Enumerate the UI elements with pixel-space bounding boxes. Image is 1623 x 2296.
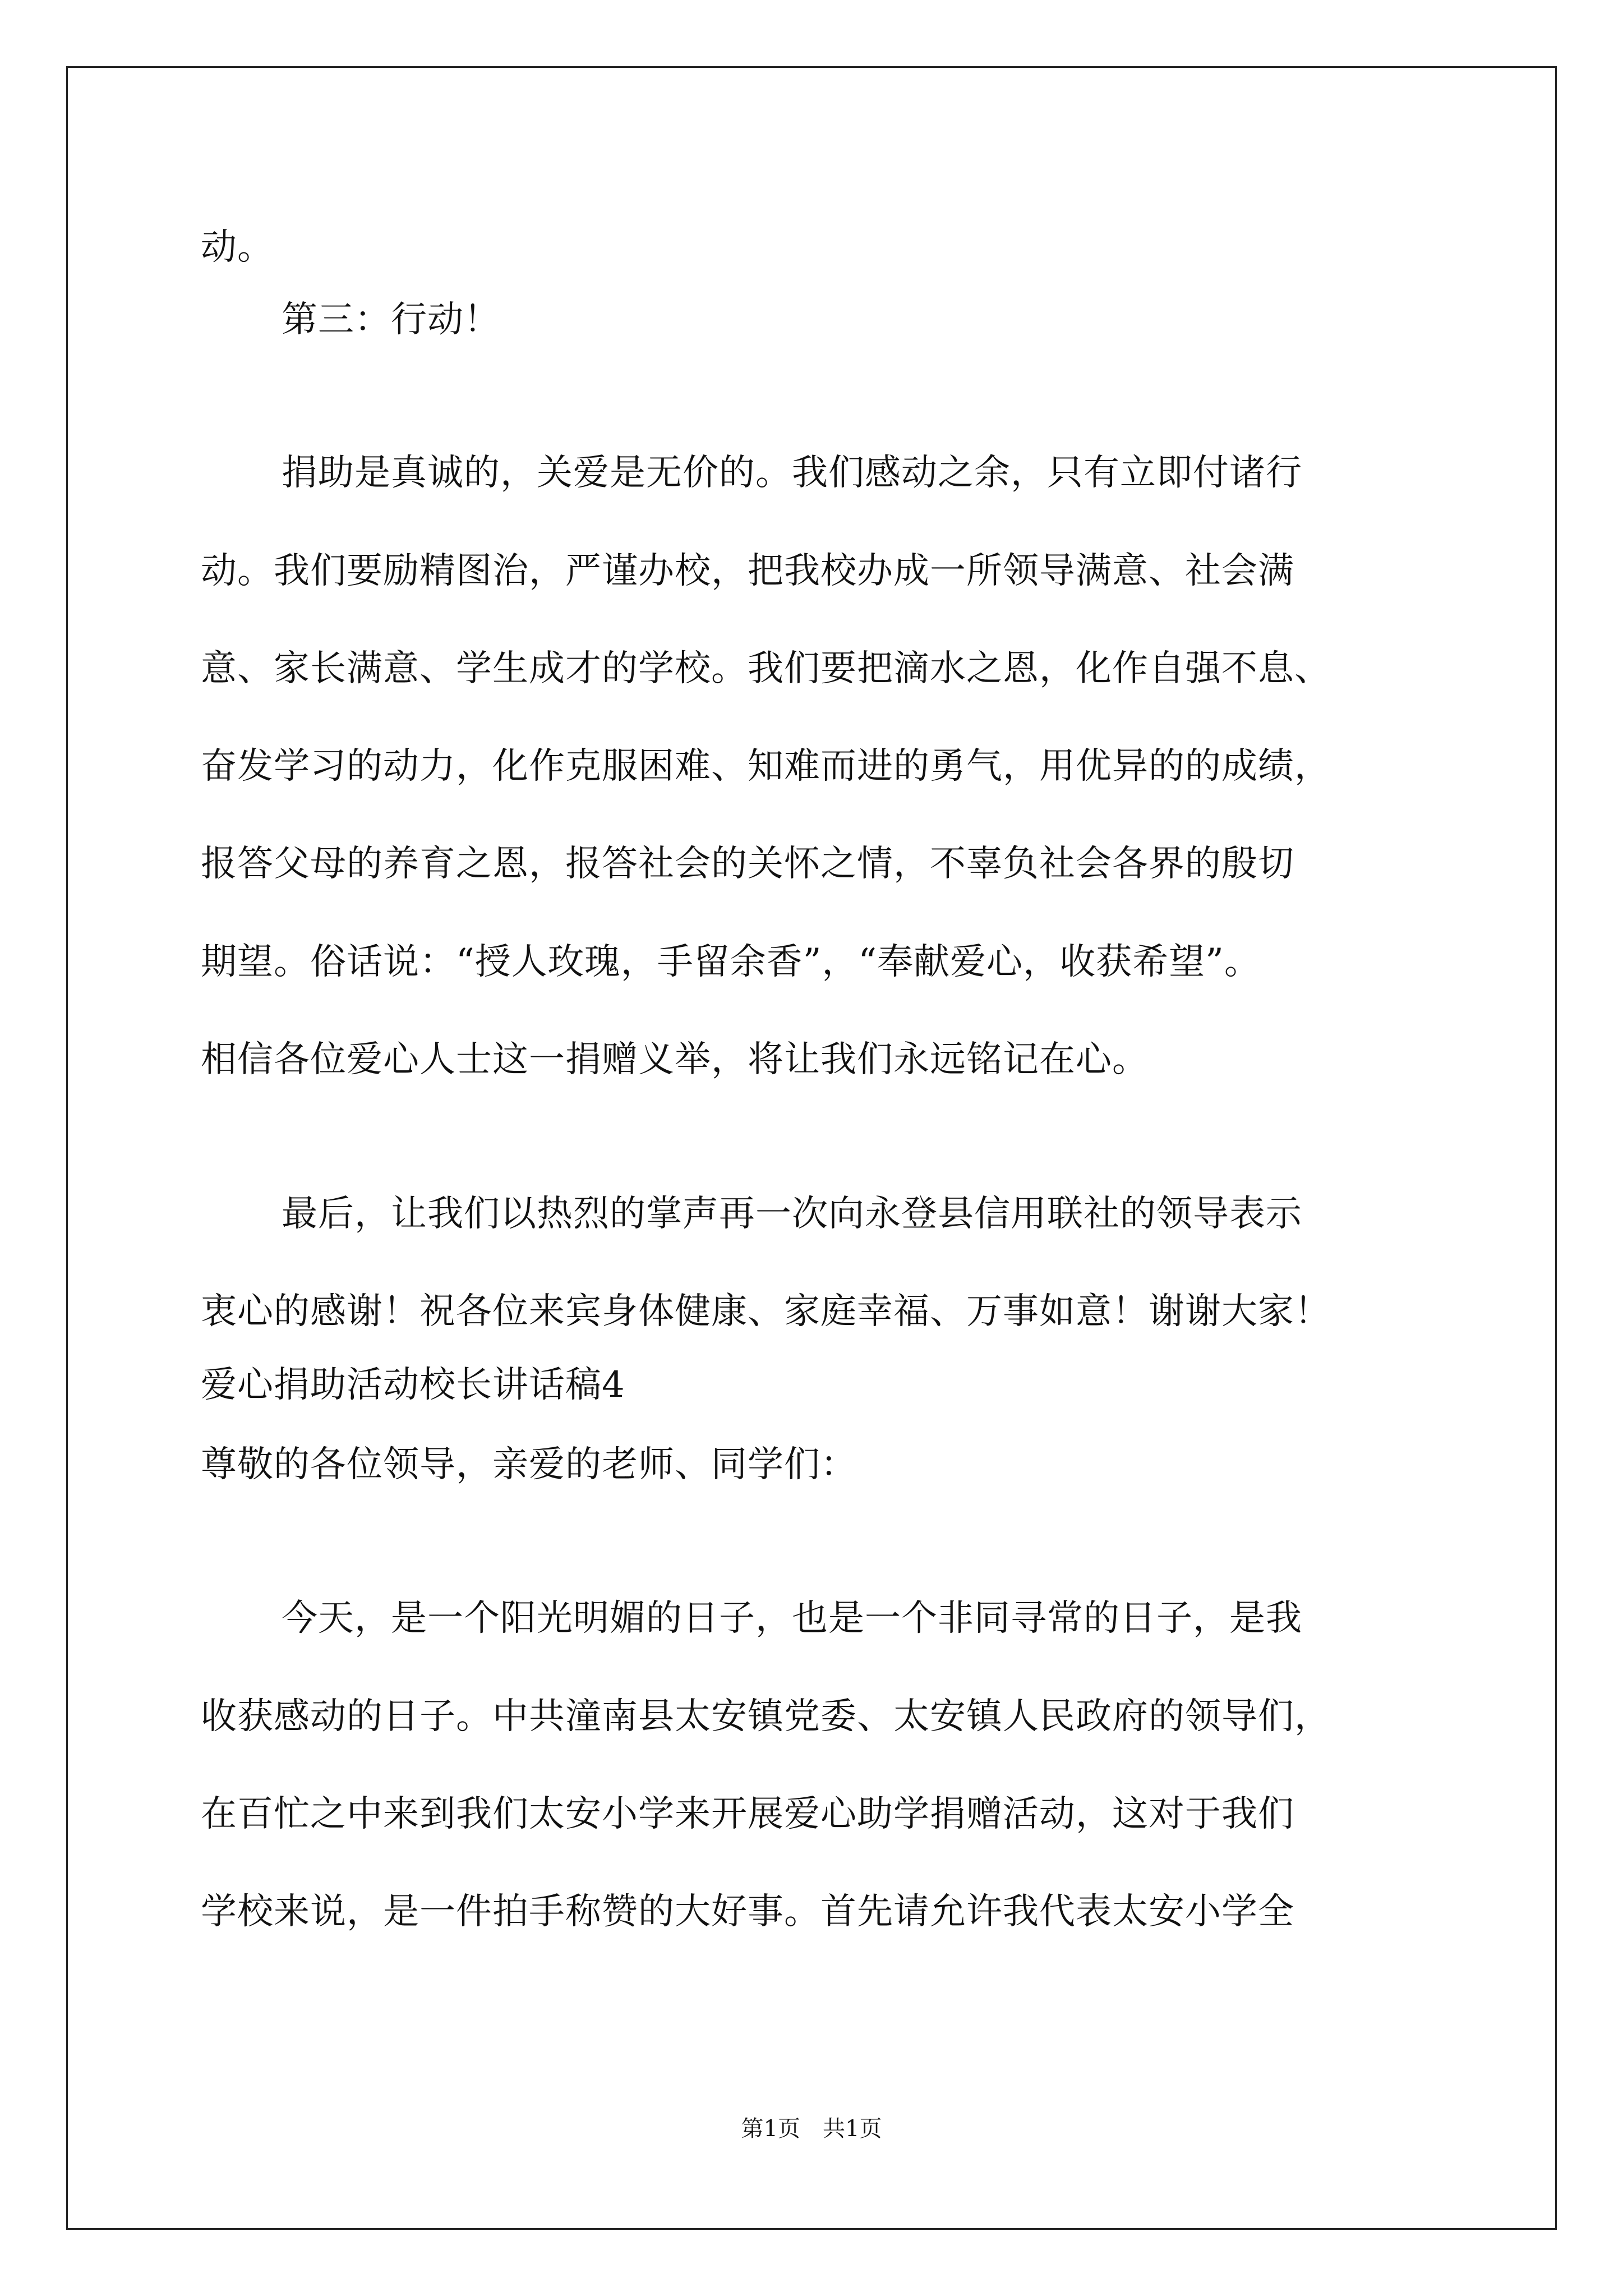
section-heading: 第三：行动！ [282, 299, 500, 341]
text-line: 捐助是真诚的，关爱是无价的。我们感动之余，只有立即付诸行 [282, 452, 1302, 494]
text-line: 收获感动的日子。中共潼南县太安镇党委、太安镇人民政府的领导们， [201, 1696, 1331, 1737]
text-line: 动。 [201, 227, 274, 268]
text-line: 学校来说，是一件拍手称赞的大好事。首先请允许我代表太安小学全 [201, 1891, 1294, 1932]
text-line: 最后，让我们以热烈的掌声再一次向永登县信用联社的领导表示 [282, 1193, 1302, 1235]
text-line: 意、家长满意、学生成才的学校。我们要把滴水之恩，化作自强不息、 [201, 648, 1331, 689]
page-number: 第1页 共1页 [741, 2116, 882, 2142]
text-line: 今天，是一个阳光明媚的日子，也是一个非同寻常的日子，是我 [282, 1598, 1302, 1639]
text-line: 奋发学习的动力，化作克服困难、知难而进的勇气，用优异的的成绩， [201, 746, 1331, 787]
section-title: 爱心捐助活动校长讲话稿4 [201, 1364, 625, 1406]
text-line: 在百忙之中来到我们太安小学来开展爱心助学捐赠活动，这对于我们 [201, 1793, 1294, 1835]
text-line: 衷心的感谢！祝各位来宾身体健康、家庭幸福、万事如意！谢谢大家！ [201, 1291, 1331, 1332]
salutation: 尊敬的各位领导，亲爱的老师、同学们： [201, 1444, 857, 1485]
text-line: 相信各位爱心人士这一捐赠义举，将让我们永远铭记在心。 [201, 1039, 1149, 1080]
text-line: 报答父母的养育之恩，报答社会的关怀之情，不辜负社会各界的殷切 [201, 843, 1294, 885]
text-line: 期望。俗话说：“授人玫瑰，手留余香”，“奉献爱心，收获希望”。 [201, 941, 1261, 983]
text-line: 动。我们要励精图治，严谨办校，把我校办成一所领导满意、社会满 [201, 550, 1294, 592]
